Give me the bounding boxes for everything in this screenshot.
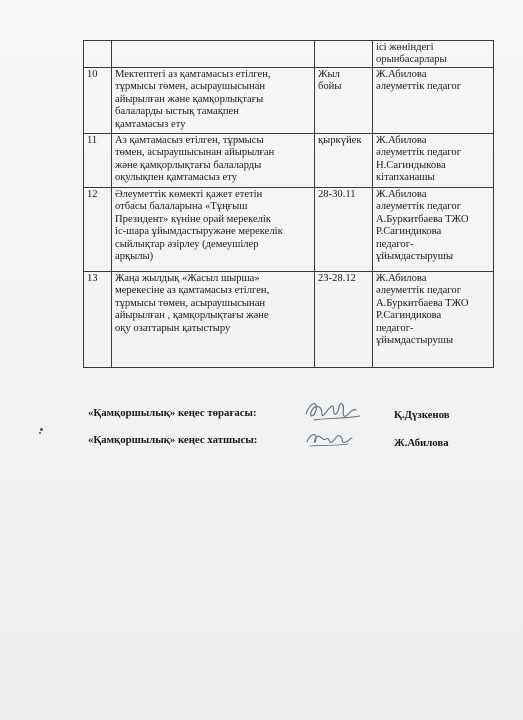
table-row <box>84 134 494 188</box>
row-date: 23-28.12 <box>315 272 373 368</box>
chair-name: Қ.Дүзкенов <box>394 409 450 421</box>
row-responsible: Ж.Абилова әлеуметтік педагог Н.Сагиндыкова кітапханашы <box>373 134 494 188</box>
row-responsible: Ж.Абилова әлеуметтік педагог А.Буркитбаева ТЖО Р.Сагиндикова педагог- ұйымдастырушы <box>373 188 494 272</box>
row-date <box>315 41 373 68</box>
plan-table <box>83 40 494 368</box>
row-responsible: Ж.Абилова әлеуметтік педагог А.Буркитбаева ТЖО Р.Сагиндикова педагог- ұйымдастырушы <box>373 272 494 368</box>
row-date: Жыл бойы <box>315 68 373 134</box>
table-row <box>84 272 494 368</box>
row-number <box>84 41 112 68</box>
row-event: Жаңа жылдық «Жасыл шырша» мерекесіне аз қамтамасыз етілген, тұрмысы төмен, асыраушысынан айырылған , қамқорлықтағы және оқу озаттарын қатыстыру <box>112 272 315 368</box>
row-date: 28-30.11 <box>315 188 373 272</box>
table-row <box>84 41 494 68</box>
row-number: 12 <box>84 188 112 272</box>
row-event <box>112 41 315 68</box>
row-responsible: ісі жөніндегі орынбасарлары <box>373 41 494 68</box>
row-number: 13 <box>84 272 112 368</box>
table-row <box>84 68 494 134</box>
secretary-signature <box>304 426 354 450</box>
scan-dot-mark <box>39 432 41 434</box>
row-number: 10 <box>84 68 112 134</box>
row-event: Аз қамтамасыз етілген, тұрмысы төмен, асыраушысынан айырылған және қамқорлықтағы балаларды оқулықпен қамтамасыз ету <box>112 134 315 188</box>
table-row <box>84 188 494 272</box>
secretary-label: «Қамқоршылық» кеңес хатшысы: <box>88 434 258 446</box>
row-event: Әлеуметтік көмекті қажет ететін отбасы балаларына «Тұңғыш Президент» күніне орай мерекелік іс-шара ұйымдастыружәне мерекелік сыйлықтар әзірлеу (демеушілер арқылы) <box>112 188 315 272</box>
scan-dot-mark <box>40 428 43 431</box>
row-number: 11 <box>84 134 112 188</box>
chair-signature <box>302 396 364 426</box>
chair-label: «Қамқоршылық» кеңес төрағасы: <box>88 407 257 419</box>
row-event: Мектептегі аз қамтамасыз етілген, тұрмысы төмен, асыраушысынан айырылған және қамқорлықтағы балаларды ыстық тамақпен қамтамасыз ету <box>112 68 315 134</box>
secretary-name: Ж.Абилова <box>394 437 449 449</box>
row-date: қыркүйек <box>315 134 373 188</box>
row-responsible: Ж.Абилова әлеуметтік педагог <box>373 68 494 134</box>
